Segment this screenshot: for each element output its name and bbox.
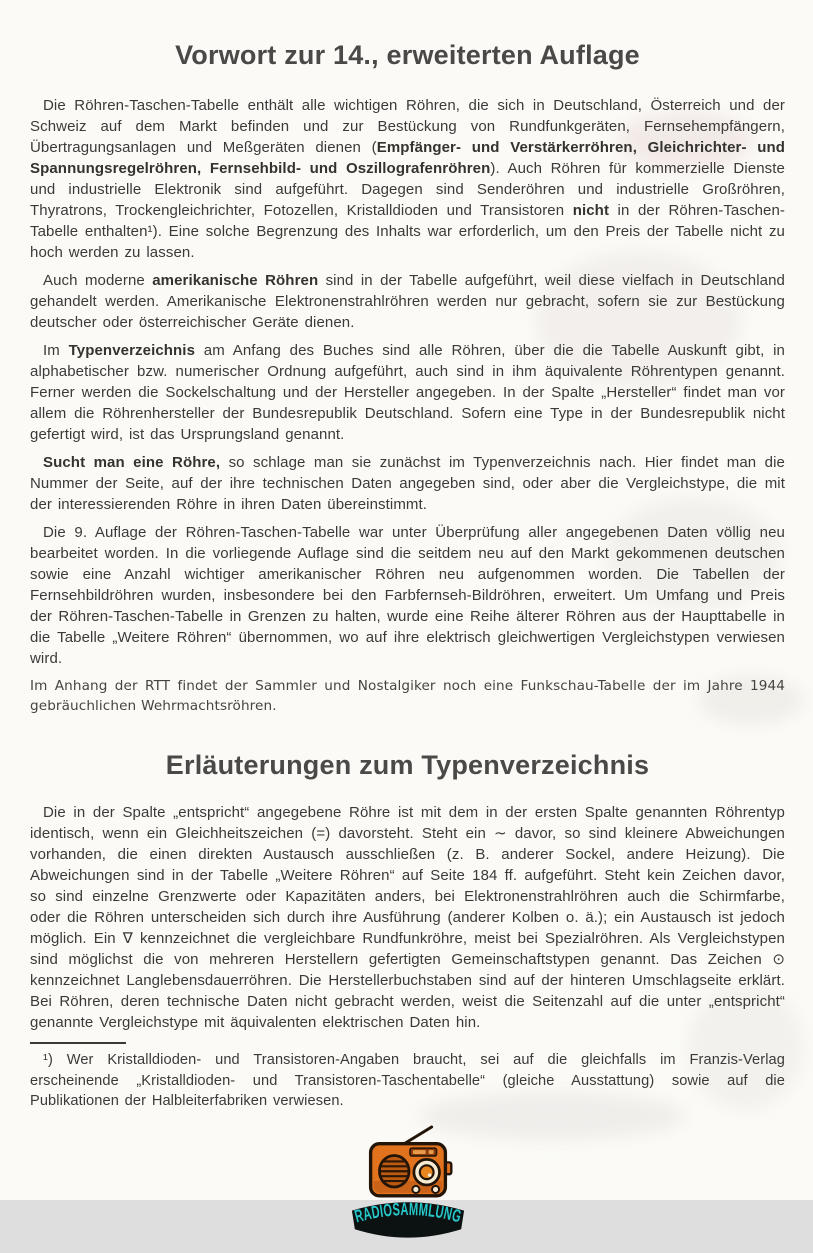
- paragraph: Die Röhren-Taschen-Tabelle enthält alle wichtigen Röhren, die sich in Deutschland, Österreich und der Schweiz auf dem Markt befinden und zur Bestückung von Rundfunkgeräten, Fernsehempfängern, Übertragungsanlagen und Meßgeräten dienen (Empfänger- und Verstärkerröhren, Gleichrichter- und Spannungsregelröhren, Fernsehbild- und Oszillografenröhren). Auch Röhren für kommerzielle Dienste und industrielle Elektronik sind aufgeführt. Dagegen sind Senderöhren und industrielle Großröhren, Thyratrons, Trockengleichrichter, Fotozellen, Kristalldioden und Transistoren nicht in der Röhren-Taschen-Tabelle enthalten¹). Eine solche Begrenzung des Inhalts war erforderlich, um den Preis der Tabelle nicht zu hoch werden zu lassen.: [30, 97, 785, 261]
- radiosammlung-logo: [30, 1124, 785, 1253]
- paragraph: Im Anhang der RTT findet der Sammler und Nostalgiker noch eine Funkschau-Tabelle der im Jahre 1944 gebräuchlichen Wehrmachtsröhren.: [30, 678, 785, 714]
- paragraph: Die in der Spalte „entspricht“ angegebene Röhre ist mit dem in der ersten Spalte genannten Röhrentyp identisch, wenn ein Gleichheitszeichen (=) davorsteht. Steht ein ∼ davor, so sind kleinere Abweichungen vorhanden, die einen direkten Austausch ausschließen (z. B. anderer Sockel, andere Heizung). Die Abweichungen sind in der Tabelle „Weitere Röhren“ auf Seite 184 ff. aufgeführt. Steht kein Zeichen davor, so sind einzelne Grenzwerte oder Kapazitäten anders, bei Elektronenstrahlröhren auch die Schirmfarbe, oder die Röhren unterscheiden sich durch ihre Ausführung (anderer Kolben o. ä.); ein Austausch ist jedoch möglich. Ein ∇ kennzeichnet die vergleichbare Rundfunkröhre, meist bei Spezialröhren. Als Vergleichstypen sind möglichst die von mehreren Herstellern gefertigten Gemeinschaftstypen genannt. Das Zeichen ⊙ kennzeichnet Langlebensdauerröhren. Die Herstellerbuchstaben sind auf der hinteren Umschlagseite erklärt. Bei Röhren, deren technische Daten nicht gebracht werden, weist die Seitenzahl auf die unter „entspricht“ genannte Vergleichstype mit äquivalenten elektrischen Daten hin.: [30, 804, 785, 1031]
- paragraph: Die 9. Auflage der Röhren-Taschen-Tabelle war unter Überprüfung aller angegebenen Daten völlig neu bearbeitet worden. In die vorliegende Auflage sind die seitdem neu auf den Markt gekommenen deutschen sowie eine Anzahl wichtiger amerikanischer Röhren neu aufgenommen worden. Die Tabellen der Fernsehbildröhren wurden, insbesondere bei den Farbfernseh-Bildröhren, erweitert. Um Umfang und Preis der Röhren-Taschen-Tabelle in Grenzen zu halten, wurde eine Reihe älterer Röhren aus der Haupttabelle in die Tabelle „Weitere Röhren“ übernommen, wo auf ihre elektrisch gleichwertigen Vergleichstypen verwiesen wird.: [30, 524, 785, 667]
- radio-dial-knob-icon: [419, 1165, 433, 1179]
- radio-knob-right-icon: [432, 1185, 439, 1192]
- page-content: [30, 0, 785, 1253]
- preface-body: [30, 95, 785, 716]
- radio-display-stripes: [412, 1150, 425, 1154]
- radio-logo-graphic: [334, 1124, 482, 1248]
- paragraph: Im Typenverzeichnis am Anfang des Buches sind alle Röhren, über die die Tabelle Auskunft gibt, in alphabetischer bzw. numerischer Ordnung aufgeführt, auch sind in ihm äquivalente Röhrentypen genannt. Ferner werden die Sockelschaltung und der Hersteller angegeben. In der Spalte „Hersteller“ findet man vor allem die Röhrenhersteller der Bundesrepublik Deutschland. Sofern eine Type in der Bundesrepublik nicht gefertigt wird, ist das Ursprungsland genannt.: [30, 342, 785, 443]
- radio-dial-pointer: [427, 1173, 431, 1177]
- footnote-divider: [30, 1042, 126, 1044]
- preface-heading: Vorwort zur 14., erweiterten Auflage: [175, 40, 640, 70]
- paragraph: ¹) Wer Kristalldioden- und Transistoren-Angaben braucht, sei auf die gleichfalls im Franzis-Verlag erscheinende „Kristalldioden- und Transistoren-Taschentabelle“ (gleiche Ausstattung) sowie auf die Publikationen der Halbleiterfabriken verwiesen.: [30, 1052, 785, 1109]
- logo-banner-text: RADIOSAMMLUNG: [351, 1198, 469, 1228]
- paragraph: Auch moderne amerikanische Röhren sind in der Tabelle aufgeführt, weil diese vielfach in Deutschland gehandelt werden. Amerikanische Elektronenstrahlröhren werden nur gebracht, sofern sie zur Bestückung deutscher oder österreichischer Geräte dienen.: [30, 272, 785, 331]
- paragraph: Sucht man eine Röhre, so schlage man sie zunächst im Typenverzeichnis nach. Hier findet man die Nummer der Seite, auf der ihre technischen Daten angegeben sind, oder aber die Vergleichstype, die mit der interessierenden Röhre in ihren Daten übereinstimmt.: [30, 454, 785, 513]
- radio-knob-left-icon: [412, 1185, 419, 1192]
- radio-display-dot: [428, 1150, 433, 1154]
- footnote: [30, 1050, 785, 1112]
- explanations-heading: Erläuterungen zum Typenverzeichnis: [165, 750, 650, 780]
- explanations-body: [30, 802, 785, 1033]
